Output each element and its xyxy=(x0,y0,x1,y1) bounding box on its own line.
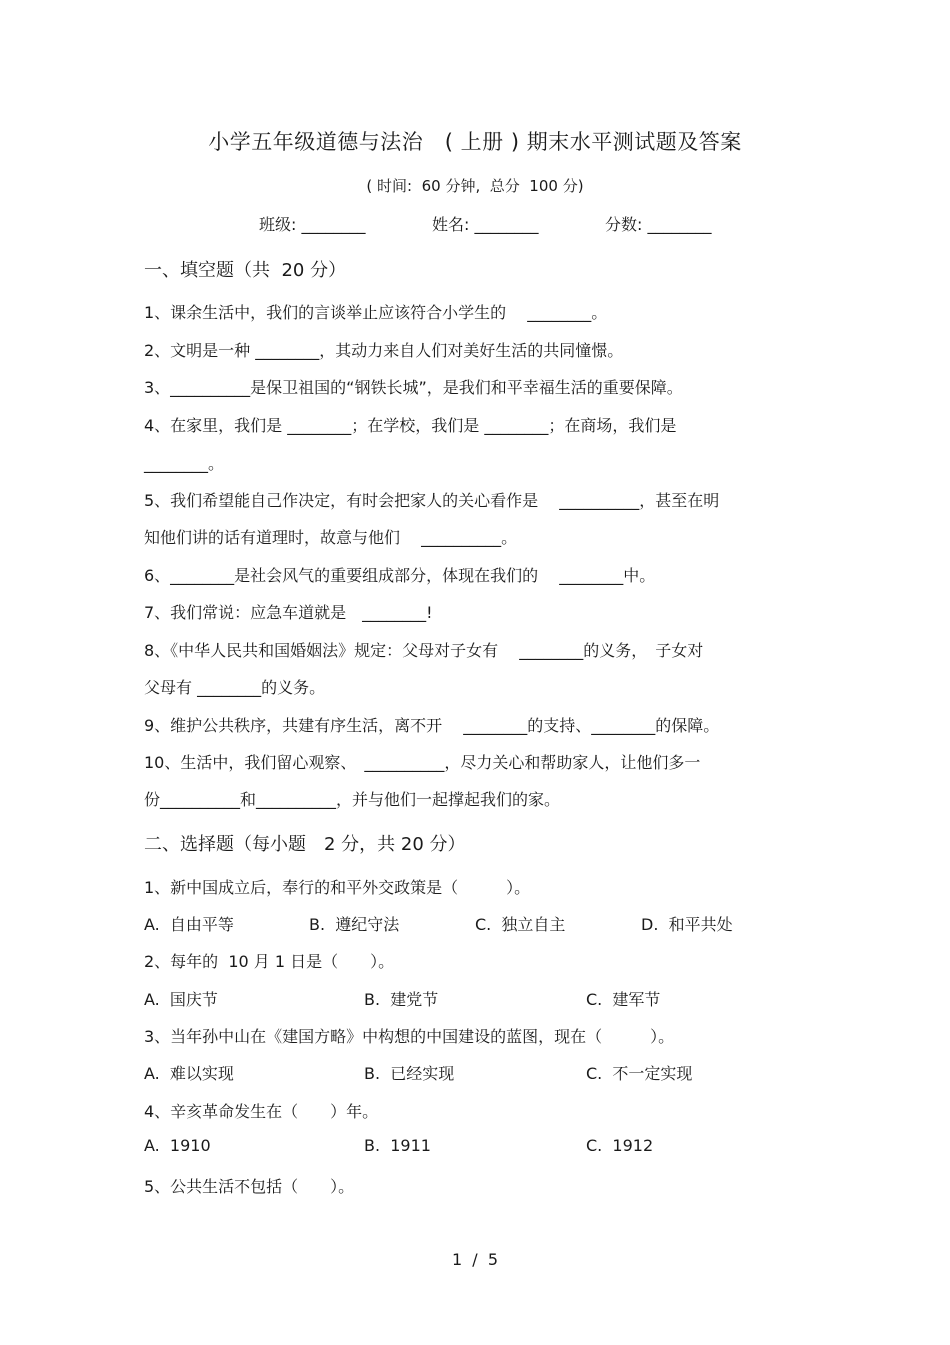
question-line: 10、生活中，我们留心观察、 __________，尽力关心和帮助家人，让他们多一 xyxy=(144,753,701,772)
question-line: ________。 xyxy=(144,454,225,473)
question-line: 6、________是社会风气的重要组成部分，体现在我们的 ________中。 xyxy=(144,566,656,585)
question-line: 4、在家里，我们是 ________；在学校，我们是 ________；在商场，我们是 xyxy=(144,416,677,435)
option-a: A. 自由平等 xyxy=(144,915,234,934)
question-line: 1、课余生活中，我们的言谈举止应该符合小学生的 ________。 xyxy=(144,303,608,322)
section-heading-multiple-choice: 二、选择题（每小题 2 分，共 20 分） xyxy=(144,834,466,855)
option-c: C. 不一定实现 xyxy=(586,1064,693,1083)
class-field: 班级: ________ xyxy=(259,215,366,234)
option-c: C. 建军节 xyxy=(586,990,661,1009)
option-c: C. 独立自主 xyxy=(475,915,566,934)
question-line: 父母有 ________的义务。 xyxy=(144,678,326,697)
section-heading-fill-blank: 一、填空题（共 20 分） xyxy=(144,260,347,281)
question-line: 9、维护公共秩序，共建有序生活，离不开 ________的支持、________的保障。 xyxy=(144,716,720,735)
question-4: 4、辛亥革命发生在（ ）年。 xyxy=(144,1102,379,1121)
option-b: B. 遵纪守法 xyxy=(309,915,400,934)
option-b: B. 建党节 xyxy=(364,990,439,1009)
question-line: 知他们讲的话有道理时，故意与他们 __________。 xyxy=(144,528,518,547)
question-3: 3、当年孙中山在《建国方略》中构想的中国建设的蓝图，现在（ ）。 xyxy=(144,1027,675,1046)
question-line: 8、《中华人民共和国婚姻法》规定：父母对子女有 ________的义务， 子女对 xyxy=(144,641,704,660)
name-field: 姓名: ________ xyxy=(432,215,539,234)
question-2: 2、每年的 10 月 1 日是（ ）。 xyxy=(144,952,395,971)
option-c: C. 1912 xyxy=(586,1136,654,1155)
option-a: A. 难以实现 xyxy=(144,1064,234,1083)
question-1: 1、新中国成立后，奉行的和平外交政策是（ ）。 xyxy=(144,878,531,897)
exam-time-info: ( 时间: 60 分钟, 总分 100 分) xyxy=(366,177,584,195)
option-b: B. 1911 xyxy=(364,1136,431,1155)
score-field: 分数: ________ xyxy=(605,215,712,234)
option-a: A. 1910 xyxy=(144,1136,211,1155)
question-line: 3、__________是保卫祖国的“钢铁长城”，是我们和平幸福生活的重要保障。 xyxy=(144,378,683,397)
page-title: 小学五年级道德与法治 ( 上册 ) 期末水平测试题及答案 xyxy=(208,130,742,154)
option-a: A. 国庆节 xyxy=(144,990,218,1009)
option-b: B. 已经实现 xyxy=(364,1064,455,1083)
page-number: 1 / 5 xyxy=(451,1250,499,1269)
question-line: 份__________和__________，并与他们一起撑起我们的家。 xyxy=(144,790,561,809)
question-line: 5、我们希望能自己作决定，有时会把家人的关心看作是 __________，甚至在明 xyxy=(144,491,720,510)
question-5: 5、公共生活不包括（ ）。 xyxy=(144,1177,355,1196)
option-d: D. 和平共处 xyxy=(641,915,733,934)
question-line: 2、文明是一种 ________，其动力来自人们对美好生活的共同憧憬。 xyxy=(144,341,624,360)
question-line: 7、我们常说：应急车道就是 ________! xyxy=(144,603,433,622)
